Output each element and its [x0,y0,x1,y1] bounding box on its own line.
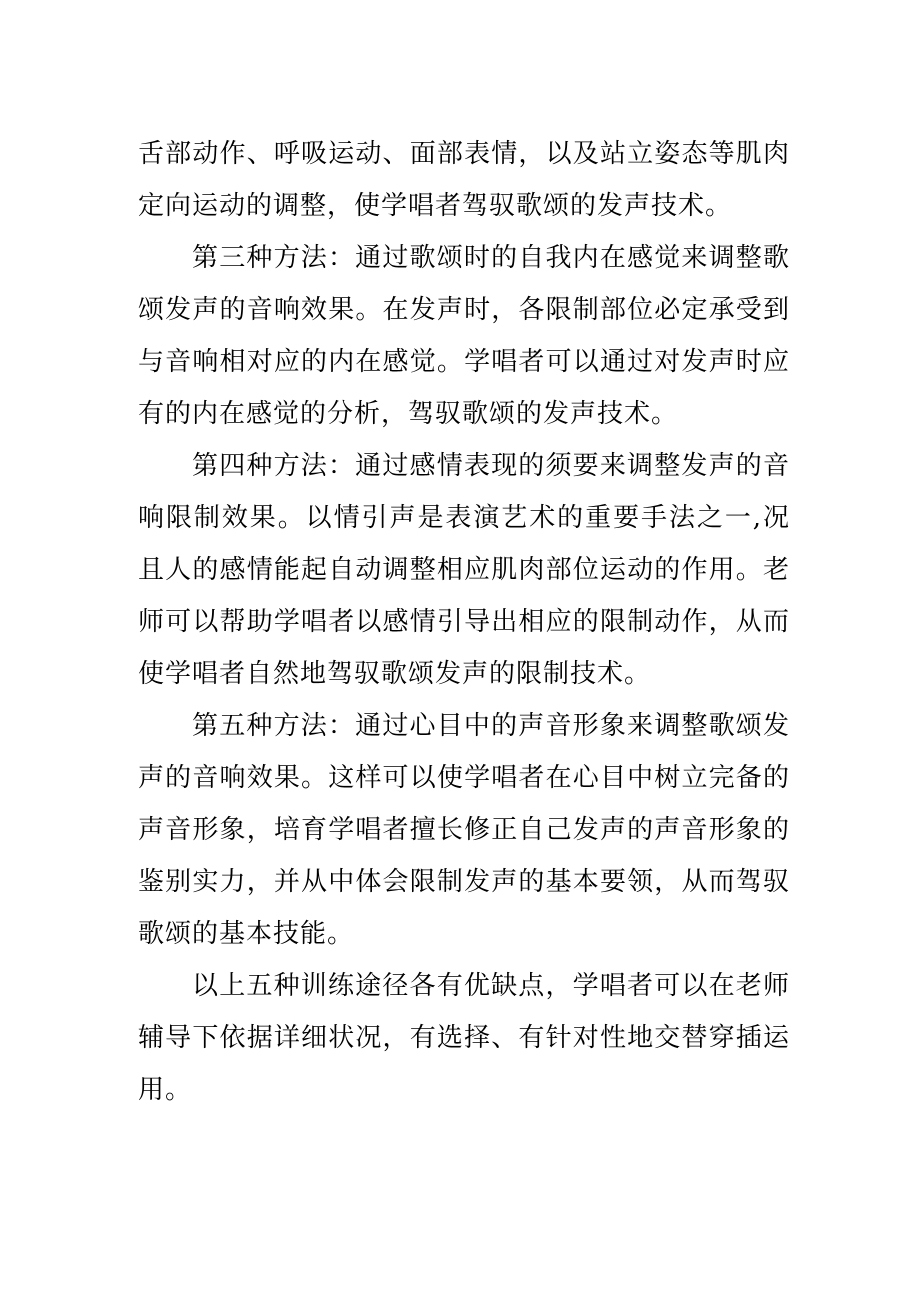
paragraph-method-five: 第五种方法：通过心目中的声音形象来调整歌颂发声的音响效果。这样可以使学唱者在心目中树立完备的声音形象，培育学唱者擅长修正自己发声的声音形象的鉴别实力，并从中体会限制发声的基本要领，从而驾驭歌颂的基本技能。 [138,711,790,949]
document-body [138,128,790,1116]
paragraph-method-three: 第三种方法：通过歌颂时的自我内在感觉来调整歌颂发声的音响效果。在发声时，各限制部位必定承受到与音响相对应的内在感觉。学唱者可以通过对发声时应有的内在感觉的分析，驾驭歌颂的发声技术。 [138,243,790,429]
paragraph-method-four: 第四种方法：通过感情表现的须要来调整发声的音响限制效果。以情引声是表演艺术的重要手法之一,况且人的感情能起自动调整相应肌肉部位运动的作用。老师可以帮助学唱者以感情引导出相应的限制动作，从而使学唱者自然地驾驭歌颂发声的限制技术。 [138,451,790,689]
paragraph-continuation: 舌部动作、呼吸运动、面部表情，以及站立姿态等肌肉定向运动的调整，使学唱者驾驭歌颂的发声技术。 [138,139,790,221]
paragraph-summary: 以上五种训练途径各有优缺点，学唱者可以在老师辅导下依据详细状况，有选择、有针对性地交替穿插运用。 [138,971,790,1105]
